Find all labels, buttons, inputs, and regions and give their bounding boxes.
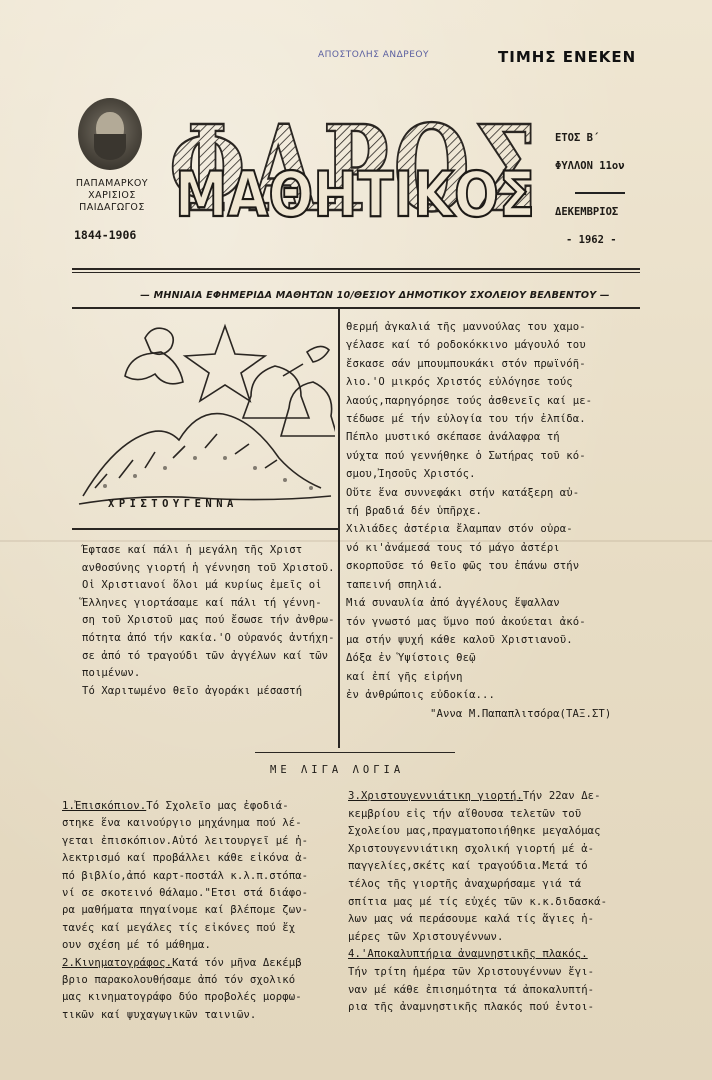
news-item-2 (62, 955, 308, 972)
article-line: Οἱ Χριστιανοί ὅλοι μά κυρίως ἐμεῖς οἱ (82, 579, 322, 592)
article-line: λιο.'Ο μικρός Χριστός εὐλόγησε τούς (346, 376, 573, 389)
news-line: ρα μαθήματα πηγαίνομε καί βλέπομε ζων- (62, 904, 309, 917)
article-line: νό κι'ἀνάμεσά τους τό μάγο ἀστέρι (346, 541, 560, 554)
news-line: γεται ἐπισκόπιον.Αὐτό λειτουργεῖ μέ ἠ- (62, 834, 309, 847)
masthead-front-word: ΜΑΘΗΤΙΚΟΣ (175, 158, 535, 231)
article-line: Μιά συναυλία ἀπό ἀγγέλους ἔψαλλαν (346, 597, 560, 610)
masthead-rule (72, 268, 640, 270)
ribbon-icon (307, 346, 329, 362)
news-line: Τήν τρίτη ἡμέρα τῶν Χριστουγέννων ἔγι- (348, 965, 595, 978)
column-divider (338, 308, 340, 748)
news-item-title: 3.Χριστουγεννιάτικη γιορτή. (348, 790, 523, 802)
news-line: ναν μέ κάθε ἐπισημότητα τά ἀποκαλυπτή- (348, 983, 595, 996)
portrait-image (78, 98, 142, 170)
mountains-icon (83, 414, 321, 496)
news-line: πό βιβλίο,ἀπό καρτ-ποστάλ κ.λ.π.στόπα- (62, 869, 309, 882)
article-line: θερμή ἀγκαλιά τῆς μαννούλας του χαμο- (346, 321, 586, 333)
masthead-rule (72, 272, 640, 273)
price-note: ΤΙΜΗΣ ΕΝΕΚΕΝ (498, 48, 637, 66)
news-item-title: 4.'Αποκαλυπτήρια ἀναμνηστικῆς πλακός. (348, 948, 588, 961)
portrait-years: 1844-1906 (74, 228, 137, 242)
news-line: βριο παρακολουθήσαμε ἀπό τόν σχολικό (62, 974, 296, 987)
news-line: Σχολείου μας,πραγματοποιήθηκε μεγαλόμας (348, 825, 601, 838)
newspaper-subtitle: — ΜΗΝΙΑΙΑ ΕΦΗΜΕΡΙΔΑ ΜΑΘΗΤΩΝ 10/ΘΕΣΙΟΥ ΔΗΜΟΤΙΚΟΥ ΣΧΟΛΕΙΟΥ ΒΕΛΒΕΝΤΟΥ — (140, 290, 610, 301)
article-line: καί ἐπί γῆς εἰρήνη (346, 670, 463, 683)
article-line: γέλασε καί τό ροδοκόκκινο μάγουλό του (346, 339, 586, 352)
portrait-name-line: ΠΑΙΔΑΓΩΓΟΣ (79, 202, 145, 213)
news-line: νί σε σκοτεινό θάλαμο."Ετσι στά διάφο- (62, 887, 309, 900)
news-left-column (62, 798, 308, 1024)
article-line: ση τοῦ Χριστοῦ μας πού ἔσωσε τήν ἀνθρω- (82, 614, 335, 627)
christmas-illustration (75, 308, 335, 523)
bell-icon (281, 382, 335, 436)
article-line: τέδωσε μέ τήν εὐλογία του τήν ἐλπίδα. (346, 413, 586, 426)
article-line: σε ἀπό τό τραγούδι τῶν ἀγγέλων καί τῶν (82, 649, 329, 662)
article-line: ανθοσύνης γιορτή ἡ γέννηση τοῦ Χριστοῦ. (82, 561, 335, 574)
news-item-3 (348, 788, 607, 806)
angel-head-icon (145, 328, 173, 354)
news-line: τανές καί μεγάλες τίς εἰκόνες πού ἔχ (62, 921, 296, 934)
news-line: σπίτια μας μέ τίς εὐχές τῶν κ.κ.διδασκά- (348, 895, 608, 908)
issue-sheet: ΦΥΛΛΟΝ 11ον (555, 160, 625, 172)
news-line: μέρες τῶν Χριστουγέννων. (348, 930, 504, 943)
news-line: παγγελίες,σκέτς καί τραγούδια.Μετά τό (348, 860, 588, 873)
article-line: μα στήν ψυχή κάθε καλοῦ Χριστιανοῦ. (346, 633, 573, 646)
news-line: τέλος τῆς γιορτῆς ἀναχωρήσαμε γιά τά (348, 877, 582, 890)
article-line: σκορποῦσε τό θεῖο φῶς του ἐπάνω στήν (346, 560, 580, 573)
masthead-back-word: ΦΑΡΟΣ (169, 99, 541, 238)
news-line: λων μας νά περάσουμε καλά τίς ἅγιες ἡ- (348, 913, 595, 926)
news-line: ρια τῆς ἀναμνηστικῆς πλακός πού ἐντοι- (348, 1001, 595, 1014)
news-line: Τήν 22αν Δε- (522, 790, 601, 802)
news-line: στηκε ἕνα καινούργιο μηχάνημα πού λέ- (62, 817, 302, 830)
owner-stamp: ΑΠΟΣΤΟΛΗΣ ΑΝΔΡΕΟΥ (318, 50, 429, 60)
section-title: ΜΕ ΛΙΓΑ ΛΟΓΙΑ (270, 764, 405, 776)
illustration-rule (72, 528, 338, 530)
article-right-column (346, 318, 592, 705)
article-line: πότητα ἀπό τήν κακία.'Ο οὐρανός ἀντήχη- (82, 631, 335, 644)
news-item-title: 2.Κινηματογράφος. (62, 956, 173, 969)
angel-wings-icon (125, 352, 183, 384)
portrait-beard (94, 134, 126, 160)
news-line: Χριστουγεννιάτικη σχολική γιορτή μέ ἀ- (348, 842, 595, 855)
news-line: τικῶν καί ψυχαγωγικῶν ταινιῶν. (62, 1008, 257, 1021)
article-line: Έφτασε καί πάλι ἡ μεγάλη τῆς Χριστ (82, 544, 303, 556)
news-line: μας κινηματογράφο δύο προβολές μορφω- (62, 991, 302, 1004)
article-line: ἐν ἀνθρώποις εὐδοκία... (346, 689, 495, 702)
issue-month: ΔΕΚΕΜΒΡΙΟΣ (555, 206, 619, 218)
news-line: κεμβρίου εἰς τήν αἴθουσα τελετῶν τοῦ (348, 807, 582, 820)
news-item-1 (62, 798, 308, 815)
issue-divider (575, 192, 625, 194)
news-line: Τό Σχολεῖο μας ἐφοδιά- (146, 800, 289, 812)
issue-date: - 1962 - (566, 234, 617, 246)
news-line: λεκτρισμό καί προβάλλει κάθε εἰκόνα ἀ- (62, 852, 309, 865)
news-item-title: 1.Ἐπισκόπιον. (62, 800, 147, 812)
illustration-caption: ΧΡΙΣΤΟΥΓΕΝΝΑ (108, 498, 238, 510)
news-line: ουν σχέση μέ τό μάθημα. (62, 939, 211, 952)
article-left-column (82, 542, 335, 700)
masthead-logo (165, 98, 545, 273)
article-line: Πέπλο μυστικό σκέπασε ἀνάλαφρα τή (346, 431, 560, 444)
portrait-name-line: ΠΑΠΑΜΑΡΚΟΥ (75, 178, 149, 189)
article-line: ἔσκασε σάν μπουμπουκάκι στόν πρωϊνόῆ- (346, 357, 586, 370)
bell-icon (243, 366, 309, 418)
article-line: Ἕλληνες γιορτάσαμε καί πάλι τή γέννη- (82, 596, 322, 609)
article-line: Οὔτε ἕνα συννεφάκι στήν κατάξερη αὐ- (346, 486, 580, 499)
article-line: τόν γνωστό μας ὕμνο πού ἀκούεται ἀκό- (346, 615, 586, 628)
article-line: ποιμένων. (82, 667, 141, 680)
portrait-name-line: ΧΑΡΙΣΙΟΣ (88, 190, 136, 201)
article-line: σμου,Ἰησοῦς Χριστός. (346, 468, 476, 481)
article-line: Τό Χαριτωμένο θεῖο ἀγοράκι μέσαστή (82, 684, 303, 697)
star-icon (185, 326, 265, 401)
section-rule (255, 752, 455, 753)
article-line: Χιλιάδες ἀστέρια ἔλαμπαν στόν οὐρα- (346, 523, 573, 536)
article-line: λαούς,παρηγόρησε τούς ἀσθενεῖς καί με- (346, 394, 593, 407)
article-signature: "Αννα Μ.Παπαπλιτσόρα(ΤΑΞ.ΣΤ) (430, 708, 612, 720)
news-line: Κατά τόν μῆνα Δεκέμβ (172, 956, 302, 969)
news-right-column (348, 788, 607, 1017)
article-line: νύχτα πού γεννήθηκε ὁ Σωτήρας τοῦ κό- (346, 449, 586, 462)
article-line: ταπεινή σπηλιά. (346, 578, 444, 591)
article-line: Δόξα ἐν Ὑψίστοις θεῷ (346, 652, 476, 665)
issue-year: ΕΤΟΣ Β΄ (555, 132, 600, 144)
article-line: τή βραδιά δέν ὑπῆρχε. (346, 505, 483, 518)
